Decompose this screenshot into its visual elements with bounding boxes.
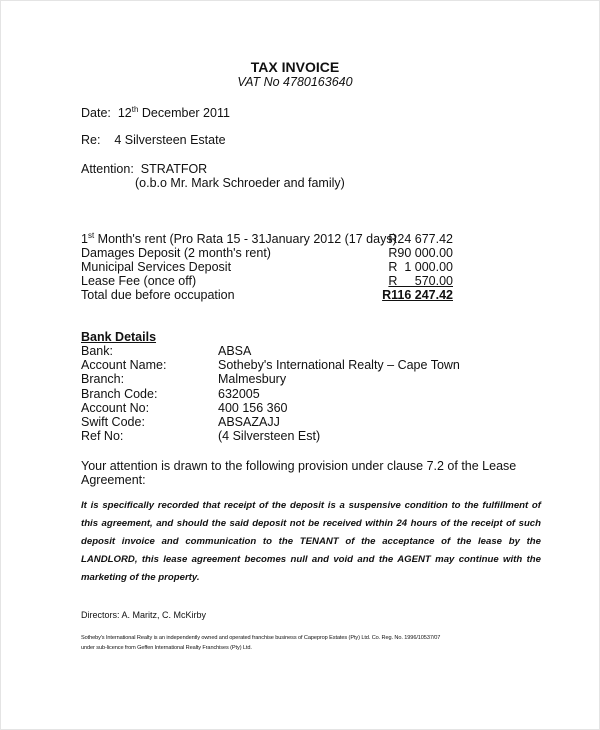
vat-number: VAT No 4780163640 — [237, 75, 353, 89]
charge-desc: Lease Fee (once off) — [81, 274, 197, 288]
bank-details-heading: Bank Details — [81, 330, 157, 344]
charge-amount: R 570.00 — [388, 274, 453, 288]
date-day: 12 — [117, 106, 132, 120]
charge-desc: Municipal Services Deposit — [81, 260, 232, 274]
date-rest: December 2011 — [141, 106, 230, 120]
charge-amount: R90 000.00 — [388, 246, 453, 260]
footer-line: under sub-licence from Geffen International Realty Franchises (Pty) Ltd. — [81, 644, 252, 651]
bank-value: 632005 — [218, 387, 260, 401]
attention-line — [81, 162, 207, 176]
re-label: Re: — [81, 133, 101, 147]
attention-obo: (o.b.o Mr. Mark Schroeder and family) — [135, 176, 345, 190]
date-suffix: th — [131, 104, 139, 114]
charge-row — [81, 246, 453, 260]
re-value: 4 Silversteen Estate — [114, 133, 226, 147]
bank-key: Account No: — [81, 401, 150, 415]
provision-clause: It is specifically recorded that receipt of the deposit is a suspensive condition to the fulfillment of this agreement, and should the said deposit not be received within 24 hours of the receipt of such deposit invoice and communication to the TENANT of the acceptance of the lease by the LANDLORD, this lease agreement becomes null and void and the AGENT may continue with the marketing of the property. — [81, 500, 541, 583]
bank-value: Malmesbury — [218, 372, 287, 386]
bank-value: ABSAZAJJ — [218, 415, 280, 429]
re-line — [81, 133, 226, 147]
footer-line: Sotheby's International Realty is an independently owned and operated franchise business of Capeprop Estates (Pty) Ltd. Co. Reg. No. 1996/10537/07 — [81, 635, 441, 641]
charge-desc: Damages Deposit (2 month's rent) — [81, 246, 271, 260]
date-label: Date: — [81, 106, 111, 120]
footer-legal — [81, 634, 440, 653]
bank-value: ABSA — [218, 344, 252, 358]
charge-row — [81, 274, 453, 288]
bank-key: Bank: — [81, 344, 113, 358]
provision-intro: Your attention is drawn to the following provision under clause 7.2 of the Lease — [81, 459, 517, 473]
provision-intro-2: Agreement: — [81, 473, 146, 487]
invoice-title: TAX INVOICE — [250, 59, 340, 75]
charge-desc: 1st Month's rent (Pro Rata 15 - 31January 2012 (17 days) — [81, 230, 397, 246]
bank-key: Swift Code: — [81, 415, 145, 429]
bank-value: Sotheby's International Realty – Cape Town — [218, 358, 460, 372]
bank-value: (4 Silversteen Est) — [218, 429, 321, 443]
bank-key: Account Name: — [81, 358, 167, 372]
total-desc: Total due before occupation — [81, 288, 235, 302]
bank-value: 400 156 360 — [218, 401, 288, 415]
invoice-date — [81, 106, 230, 120]
bank-key: Ref No: — [81, 429, 124, 443]
attention-label: Attention: — [81, 162, 134, 176]
charge-amount: R24 677.42 — [388, 232, 453, 246]
directors: Directors: A. Maritz, C. McKirby — [81, 610, 207, 620]
total-amount: R116 247.42 — [382, 288, 453, 302]
total-row — [81, 288, 453, 302]
attention-name: STRATFOR — [140, 162, 208, 176]
bank-key: Branch: — [81, 372, 125, 386]
charge-amount: R 1 000.00 — [388, 260, 453, 274]
charge-row — [81, 260, 453, 274]
bank-key: Branch Code: — [81, 387, 158, 401]
charge-row — [81, 232, 453, 246]
